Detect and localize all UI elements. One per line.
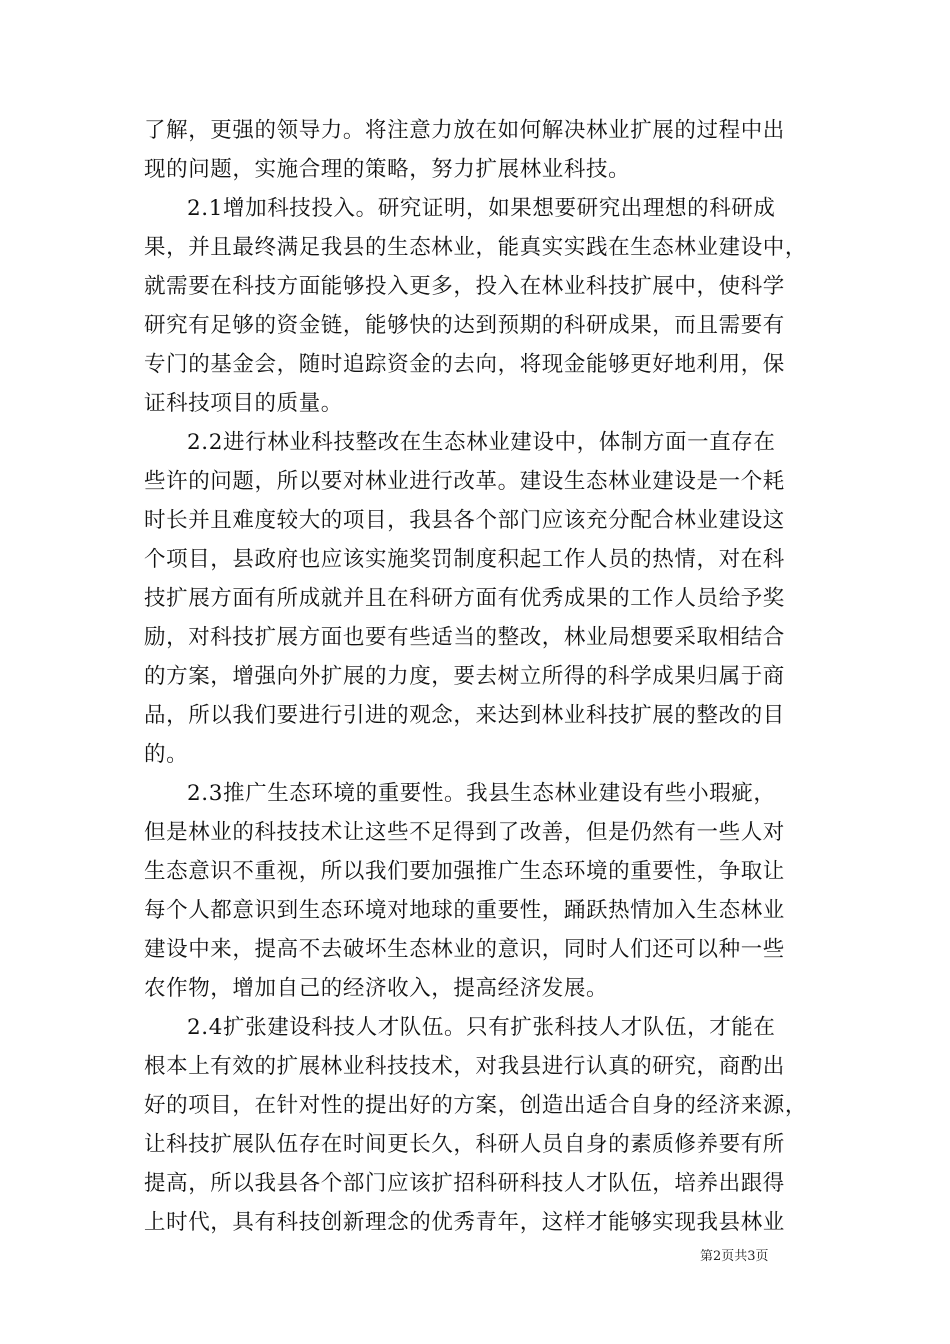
text-line: 些许的问题，所以要对林业进行改革。建设生态林业建设是一个耗 [144,469,785,494]
text-line: 品，所以我们要进行引进的观念，来达到林业科技扩展的整改的目 [144,703,785,728]
text-line: 2.4扩张建设科技人才队伍。只有扩张科技人才队伍，才能在 [187,1015,776,1040]
text-line: 技扩展方面有所成就并且在科研方面有优秀成果的工作人员给予奖 [144,586,785,611]
text-line: 的方案，增强向外扩展的力度，要去树立所得的科学成果归属于商 [144,664,785,689]
text-line: 好的项目，在针对性的提出好的方案，创造出适合自身的经济来源， [144,1093,808,1118]
text-line: 上时代，具有科技创新理念的优秀青年，这样才能够实现我县林业 [144,1210,785,1235]
text-line: 时长并且难度较大的项目，我县各个部门应该充分配合林业建设这 [144,508,785,533]
text-line: 励，对科技扩展方面也要有些适当的整改，林业局想要采取相结合 [144,625,785,650]
text-line: 每个人都意识到生态环境对地球的重要性，踊跃热情加入生态林业 [144,898,785,923]
text-line: 建设中来，提高不去破坏生态林业的意识，同时人们还可以种一些 [144,937,785,962]
text-line: 个项目，县政府也应该实施奖罚制度积起工作人员的热情，对在科 [144,547,785,572]
text-line: 就需要在科技方面能够投入更多，投入在林业科技扩展中，使科学 [144,274,785,299]
text-line: 现的问题，实施合理的策略，努力扩展林业科技。 [144,157,631,182]
text-line: 但是林业的科技技术让这些不足得到了改善，但是仍然有一些人对 [144,820,785,845]
text-line: 提高，所以我县各个部门应该扩招科研科技人才队伍，培养出跟得 [144,1171,785,1196]
text-line: 让科技扩展队伍存在时间更长久，科研人员自身的素质修养要有所 [144,1132,785,1157]
text-line: 2.2进行林业科技整改在生态林业建设中，体制方面一直存在 [187,430,776,455]
text-line: 农作物，增加自己的经济收入，提高经济发展。 [144,976,609,1001]
page-number-footer: 第2页共3页 [700,1249,769,1264]
text-line: 2.3推广生态环境的重要性。我县生态林业建设有些小瑕疵， [187,781,776,806]
text-line: 证科技项目的质量。 [144,391,343,416]
text-line: 生态意识不重视，所以我们要加强推广生态环境的重要性，争取让 [144,859,785,884]
text-line: 了解，更强的领导力。将注意力放在如何解决林业扩展的过程中出 [144,118,785,143]
text-line: 根本上有效的扩展林业科技技术，对我县进行认真的研究，商酌出 [144,1054,785,1079]
text-line: 果，并且最终满足我县的生态林业，能真实实践在生态林业建设中， [144,235,808,260]
text-line: 的。 [144,742,189,767]
document-body [144,111,814,1242]
text-line: 专门的基金会，随时追踪资金的去向，将现金能够更好地利用，保 [144,352,785,377]
text-line: 2.1增加科技投入。研究证明，如果想要研究出理想的科研成 [187,196,776,221]
text-line: 研究有足够的资金链，能够快的达到预期的科研成果，而且需要有 [144,313,785,338]
